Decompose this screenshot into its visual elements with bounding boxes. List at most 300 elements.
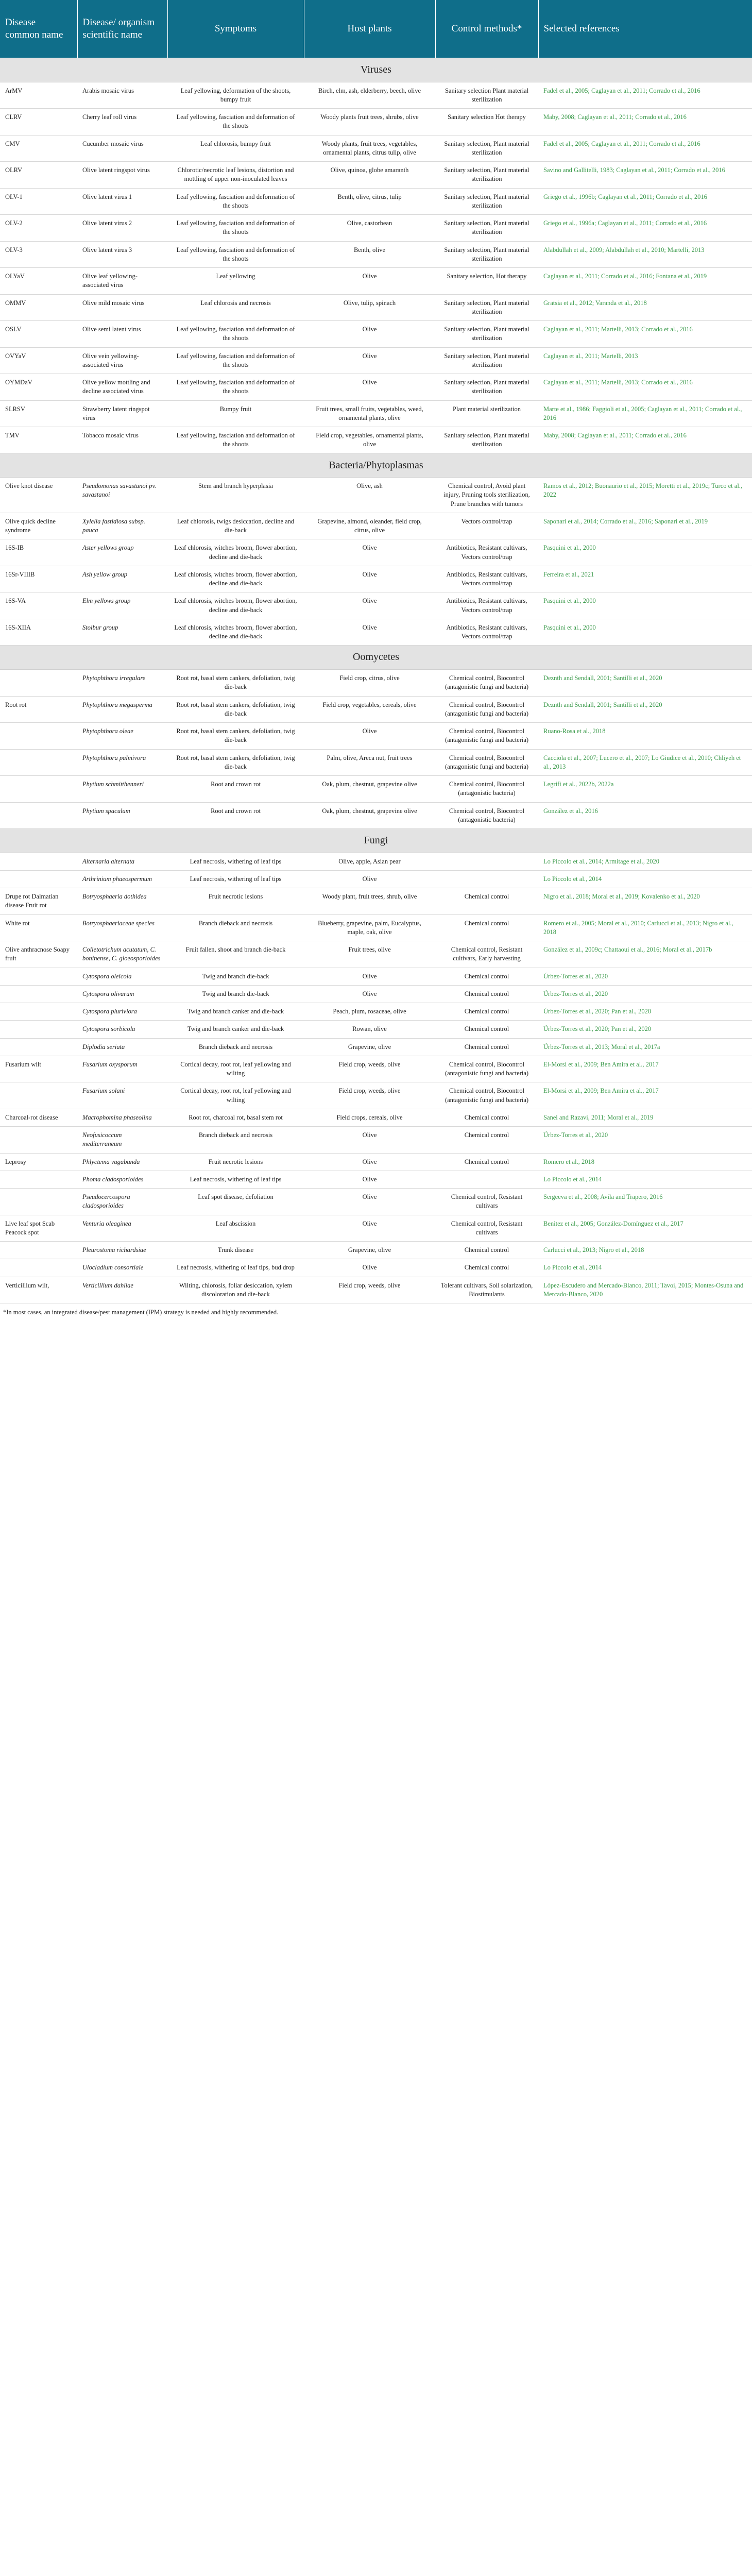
- table-row: [0, 985, 752, 1003]
- table-row: [0, 870, 752, 888]
- cell-host-plants: Oak, plum, chestnut, grapevine olive: [304, 776, 435, 803]
- cell-control-methods: Chemical control, Resistant cultivars, Early harvesting: [435, 941, 538, 968]
- table-row: [0, 619, 752, 646]
- cell-common-name: [0, 1189, 77, 1215]
- cell-host-plants: Oak, plum, chestnut, grapevine olive: [304, 802, 435, 829]
- table-row: [0, 1127, 752, 1154]
- table-body: [0, 58, 752, 1303]
- cell-symptoms: Leaf yellowing, fasciation and deformation of the shoots: [167, 347, 304, 374]
- cell-references[interactable]: Úrbez-Torres et al., 2020: [538, 968, 752, 985]
- cell-host-plants: Olive, quinoa, globe amaranth: [304, 162, 435, 189]
- cell-references[interactable]: Pasquini et al., 2000: [538, 539, 752, 566]
- cell-host-plants: Olive: [304, 1259, 435, 1277]
- cell-common-name: OLYaV: [0, 268, 77, 295]
- cell-common-name: ArMV: [0, 82, 77, 109]
- cell-control-methods: Antibiotics, Resistant cultivars, Vectors control/trap: [435, 592, 538, 619]
- cell-host-plants: Olive: [304, 1189, 435, 1215]
- cell-host-plants: Field crop, weeds, olive: [304, 1277, 435, 1303]
- cell-scientific-name: Cytospora sorbicola: [77, 1021, 167, 1038]
- cell-references[interactable]: Ferreira et al., 2021: [538, 566, 752, 592]
- cell-scientific-name: Phytium schmitthenneri: [77, 776, 167, 803]
- cell-scientific-name: Cucumber mosaic virus: [77, 135, 167, 162]
- cell-host-plants: Woody plants fruit trees, shrubs, olive: [304, 109, 435, 135]
- cell-control-methods: Chemical control: [435, 888, 538, 915]
- table-row: [0, 1215, 752, 1242]
- cell-symptoms: Root rot, basal stem cankers, defoliation, twig die-back: [167, 749, 304, 776]
- cell-host-plants: Olive: [304, 723, 435, 750]
- cell-common-name: [0, 968, 77, 985]
- cell-host-plants: Olive: [304, 1215, 435, 1242]
- cell-common-name: [0, 985, 77, 1003]
- table-row: [0, 539, 752, 566]
- cell-common-name: 16Sr-VIIIB: [0, 566, 77, 592]
- cell-symptoms: Twig and branch canker and die-back: [167, 1003, 304, 1021]
- cell-symptoms: Bumpy fruit: [167, 400, 304, 427]
- cell-symptoms: Leaf chlorosis, bumpy fruit: [167, 135, 304, 162]
- cell-control-methods: Sanitary selection Plant material sterilization: [435, 82, 538, 109]
- cell-symptoms: Leaf chlorosis and necrosis: [167, 294, 304, 321]
- cell-symptoms: Root and crown rot: [167, 802, 304, 829]
- cell-scientific-name: Venturia oleaginea: [77, 1215, 167, 1242]
- cell-scientific-name: Olive vein yellowing-associated virus: [77, 347, 167, 374]
- cell-control-methods: Chemical control: [435, 1021, 538, 1038]
- cell-control-methods: Chemical control, Resistant cultivars: [435, 1189, 538, 1215]
- cell-host-plants: Olive: [304, 968, 435, 985]
- cell-scientific-name: Phytophthora irregulare: [77, 670, 167, 697]
- cell-references[interactable]: El-Morsi et al., 2009; Ben Amira et al., 2017: [538, 1056, 752, 1082]
- cell-host-plants: Olive, castorbean: [304, 215, 435, 242]
- cell-symptoms: Leaf yellowing, fasciation and deformation of the shoots: [167, 109, 304, 135]
- cell-control-methods: Sanitary selection, Plant material sterilization: [435, 374, 538, 401]
- cell-common-name: OSLV: [0, 321, 77, 348]
- cell-host-plants: Benth, olive: [304, 241, 435, 268]
- cell-scientific-name: Ash yellow group: [77, 566, 167, 592]
- table-row: [0, 374, 752, 401]
- cell-scientific-name: Neofusicoccum mediterraneum: [77, 1127, 167, 1154]
- cell-symptoms: Root rot, charcoal rot, basal stem rot: [167, 1109, 304, 1126]
- cell-common-name: [0, 1171, 77, 1188]
- cell-host-plants: Olive, apple, Asian pear: [304, 853, 435, 870]
- cell-common-name: 16S-IB: [0, 539, 77, 566]
- cell-references[interactable]: Romero et al., 2005; Moral et al., 2010; Carlucci et al., 2013; Nigro et al., 2018: [538, 914, 752, 941]
- cell-symptoms: Cortical decay, root rot, leaf yellowing and wilting: [167, 1056, 304, 1082]
- cell-host-plants: Grapevine, olive: [304, 1242, 435, 1259]
- cell-host-plants: Olive: [304, 592, 435, 619]
- cell-scientific-name: Phytophthora palmivora: [77, 749, 167, 776]
- cell-scientific-name: Alternaria alternata: [77, 853, 167, 870]
- cell-symptoms: Leaf chlorosis, witches broom, flower abortion, decline and die-back: [167, 592, 304, 619]
- cell-host-plants: Olive: [304, 1171, 435, 1188]
- cell-common-name: [0, 776, 77, 803]
- cell-control-methods: Chemical control: [435, 1038, 538, 1056]
- cell-references[interactable]: Deznth and Sendall, 2001; Santilli et al., 2020: [538, 696, 752, 723]
- table-row: [0, 400, 752, 427]
- cell-common-name: OLRV: [0, 162, 77, 189]
- cell-control-methods: Chemical control: [435, 1259, 538, 1277]
- cell-references[interactable]: Gratsia et al., 2012; Varanda et al., 2018: [538, 294, 752, 321]
- table-row: [0, 82, 752, 109]
- cell-common-name: [0, 1003, 77, 1021]
- cell-common-name: Drupe rot Dalmatian disease Fruit rot: [0, 888, 77, 915]
- cell-symptoms: Root rot, basal stem cankers, defoliation, twig die-back: [167, 696, 304, 723]
- cell-host-plants: Blueberry, grapevine, palm, Eucalyptus, maple, oak, olive: [304, 914, 435, 941]
- cell-control-methods: Chemical control, Biocontrol (antagonistic fungi and bacteria): [435, 696, 538, 723]
- cell-references[interactable]: Pasquini et al., 2000: [538, 592, 752, 619]
- cell-host-plants: Field crop, citrus, olive: [304, 670, 435, 697]
- cell-scientific-name: Diplodia seriata: [77, 1038, 167, 1056]
- cell-symptoms: Leaf yellowing: [167, 268, 304, 295]
- cell-control-methods: Chemical control, Biocontrol (antagonistic bacteria): [435, 802, 538, 829]
- table-row: [0, 1242, 752, 1259]
- cell-references[interactable]: Maby, 2008; Caglayan et al., 2011; Corrado et al., 2016: [538, 109, 752, 135]
- cell-control-methods: Sanitary selection Hot therapy: [435, 109, 538, 135]
- cell-references[interactable]: Lo Piccolo et al., 2014: [538, 870, 752, 888]
- cell-symptoms: Leaf yellowing, fasciation and deformation of the shoots: [167, 427, 304, 454]
- cell-control-methods: Chemical control, Biocontrol (antagonistic fungi and bacteria): [435, 1082, 538, 1109]
- cell-common-name: [0, 853, 77, 870]
- cell-control-methods: Sanitary selection, Plant material sterilization: [435, 135, 538, 162]
- section-title: Bacteria/Phytoplasmas: [0, 453, 752, 478]
- cell-references[interactable]: Pasquini et al., 2000: [538, 619, 752, 646]
- cell-host-plants: Field crop, vegetables, ornamental plants, olive: [304, 427, 435, 454]
- cell-scientific-name: Stolbur group: [77, 619, 167, 646]
- cell-scientific-name: Pleurostoma richardsiae: [77, 1242, 167, 1259]
- cell-references[interactable]: Sanei and Razavi, 2011; Moral et al., 2019: [538, 1109, 752, 1126]
- section-title: Viruses: [0, 58, 752, 82]
- cell-host-plants: Grapevine, almond, oleander, field crop, citrus, olive: [304, 513, 435, 539]
- table-footnote: *In most cases, an integrated disease/pest management (IPM) strategy is needed and highly recommended.: [3, 1309, 279, 1316]
- cell-symptoms: Branch dieback and necrosis: [167, 1038, 304, 1056]
- cell-host-plants: Benth, olive, citrus, tulip: [304, 188, 435, 215]
- cell-symptoms: Stem and branch hyperplasia: [167, 478, 304, 513]
- cell-symptoms: Twig and branch die-back: [167, 985, 304, 1003]
- cell-references[interactable]: Saponari et al., 2014; Corrado et al., 2016; Saponari et al., 2019: [538, 513, 752, 539]
- cell-control-methods: Chemical control: [435, 968, 538, 985]
- cell-references[interactable]: Úrbez-Torres et al., 2013; Moral et al., 2017a: [538, 1038, 752, 1056]
- cell-references[interactable]: Lo Piccolo et al., 2014: [538, 1171, 752, 1188]
- cell-scientific-name: Arthrinium phaeospermum: [77, 870, 167, 888]
- cell-references[interactable]: Legrifi et al., 2022b, 2022a: [538, 776, 752, 803]
- cell-symptoms: Fruit necrotic lesions: [167, 1153, 304, 1171]
- cell-common-name: OMMV: [0, 294, 77, 321]
- table-row: [0, 347, 752, 374]
- cell-control-methods: Vectors control/trap: [435, 513, 538, 539]
- cell-scientific-name: Olive leaf yellowing-associated virus: [77, 268, 167, 295]
- cell-common-name: [0, 1021, 77, 1038]
- cell-common-name: TMV: [0, 427, 77, 454]
- cell-scientific-name: Cytospora oleicola: [77, 968, 167, 985]
- cell-scientific-name: Strawberry latent ringspot virus: [77, 400, 167, 427]
- cell-control-methods: [435, 853, 538, 870]
- cell-common-name: Live leaf spot Scab Peacock spot: [0, 1215, 77, 1242]
- cell-host-plants: Olive: [304, 268, 435, 295]
- cell-common-name: 16S-VA: [0, 592, 77, 619]
- cell-control-methods: Chemical control, Biocontrol (antagonistic fungi and bacteria): [435, 749, 538, 776]
- cell-scientific-name: Olive mild mosaic virus: [77, 294, 167, 321]
- table-row: [0, 1056, 752, 1082]
- cell-symptoms: Leaf necrosis, withering of leaf tips: [167, 870, 304, 888]
- table-row: [0, 188, 752, 215]
- cell-references[interactable]: Lo Piccolo et al., 2014: [538, 1259, 752, 1277]
- table-row: [0, 941, 752, 968]
- cell-references[interactable]: Caglayan et al., 2011; Martelli, 2013; Corrado et al., 2016: [538, 321, 752, 348]
- cell-scientific-name: Olive semi latent virus: [77, 321, 167, 348]
- cell-host-plants: Olive: [304, 321, 435, 348]
- cell-control-methods: Chemical control, Biocontrol (antagonistic fungi and bacteria): [435, 670, 538, 697]
- cell-references[interactable]: Lo Piccolo et al., 2014; Armitage et al., 2020: [538, 853, 752, 870]
- table-row: [0, 268, 752, 295]
- cell-control-methods: Chemical control: [435, 1003, 538, 1021]
- cell-common-name: Root rot: [0, 696, 77, 723]
- cell-host-plants: Rowan, olive: [304, 1021, 435, 1038]
- cell-scientific-name: Olive latent ringspot virus: [77, 162, 167, 189]
- table-row: [0, 1189, 752, 1215]
- cell-common-name: OLV-2: [0, 215, 77, 242]
- cell-control-methods: Chemical control: [435, 1109, 538, 1126]
- table-row: [0, 215, 752, 242]
- section-header-row: [0, 58, 752, 82]
- cell-symptoms: Branch dieback and necrosis: [167, 1127, 304, 1154]
- cell-control-methods: Antibiotics, Resistant cultivars, Vectors control/trap: [435, 619, 538, 646]
- cell-symptoms: Leaf yellowing, fasciation and deformation of the shoots: [167, 215, 304, 242]
- cell-scientific-name: Fusarium oxysporum: [77, 1056, 167, 1082]
- cell-references[interactable]: Ruano-Rosa et al., 2018: [538, 723, 752, 750]
- cell-scientific-name: Olive latent virus 3: [77, 241, 167, 268]
- cell-references[interactable]: Caglayan et al., 2011; Martelli, 2013; Corrado et al., 2016: [538, 374, 752, 401]
- cell-references[interactable]: González et al., 2009c; Chattaoui et al., 2016; Moral et al., 2017b: [538, 941, 752, 968]
- table-row: [0, 853, 752, 870]
- cell-host-plants: Olive: [304, 619, 435, 646]
- table-row: [0, 1082, 752, 1109]
- cell-control-methods: [435, 1171, 538, 1188]
- table-row: [0, 566, 752, 592]
- cell-common-name: CLRV: [0, 109, 77, 135]
- table-row: [0, 968, 752, 985]
- table-row: [0, 914, 752, 941]
- cell-scientific-name: Botryosphaeriaceae species: [77, 914, 167, 941]
- cell-symptoms: Leaf chlorosis, witches broom, flower abortion, decline and die-back: [167, 566, 304, 592]
- cell-scientific-name: Phlyctema vagabunda: [77, 1153, 167, 1171]
- cell-host-plants: Field crop, weeds, olive: [304, 1082, 435, 1109]
- table-row: [0, 109, 752, 135]
- section-title: Oomycetes: [0, 646, 752, 670]
- cell-control-methods: Sanitary selection, Plant material sterilization: [435, 162, 538, 189]
- cell-symptoms: Leaf yellowing, fasciation and deformation of the shoots: [167, 241, 304, 268]
- table-row: [0, 135, 752, 162]
- cell-common-name: Olive quick decline syndrome: [0, 513, 77, 539]
- cell-references[interactable]: Nigro et al., 2018; Moral et al., 2019; Kovalenko et al., 2020: [538, 888, 752, 915]
- cell-references[interactable]: El-Morsi et al., 2009; Ben Amira et al., 2017: [538, 1082, 752, 1109]
- cell-common-name: Olive anthracnose Soapy fruit: [0, 941, 77, 968]
- cell-references[interactable]: Griego et al., 1996b; Caglayan et al., 2011; Corrado et al., 2016: [538, 188, 752, 215]
- cell-common-name: Verticillium wilt,: [0, 1277, 77, 1303]
- cell-common-name: OLV-1: [0, 188, 77, 215]
- cell-references[interactable]: Deznth and Sendall, 2001; Santilli et al., 2020: [538, 670, 752, 697]
- cell-symptoms: Leaf necrosis, withering of leaf tips: [167, 853, 304, 870]
- table-row: [0, 1171, 752, 1188]
- table-row: [0, 478, 752, 513]
- table-row: [0, 888, 752, 915]
- cell-symptoms: Leaf yellowing, fasciation and deformation of the shoots: [167, 188, 304, 215]
- cell-control-methods: Chemical control: [435, 1242, 538, 1259]
- header-row: [0, 0, 752, 58]
- cell-common-name: Fusarium wilt: [0, 1056, 77, 1082]
- cell-references[interactable]: Sergeeva et al., 2008; Avila and Trapero, 2016: [538, 1189, 752, 1215]
- header-scientific-name: Disease/ organism scientific name: [77, 0, 167, 58]
- section-header-row: [0, 646, 752, 670]
- cell-references[interactable]: Úrbez-Torres et al., 2020; Pan et al., 2020: [538, 1003, 752, 1021]
- cell-references[interactable]: Úrbez-Torres et al., 2020: [538, 985, 752, 1003]
- cell-host-plants: Olive: [304, 985, 435, 1003]
- cell-scientific-name: Pseudomonas savastanoi pv. savastanoi: [77, 478, 167, 513]
- table-row: [0, 513, 752, 539]
- cell-symptoms: Leaf yellowing, fasciation and deformation of the shoots: [167, 374, 304, 401]
- cell-scientific-name: Cytospora pluriviora: [77, 1003, 167, 1021]
- cell-references[interactable]: Benitez et al., 2005; González-Domínguez et al., 2017: [538, 1215, 752, 1242]
- cell-symptoms: Chlorotic/necrotic leaf lesions, distortion and mottling of upper non-inoculated leaves: [167, 162, 304, 189]
- cell-references[interactable]: Ramos et al., 2012; Buonaurio et al., 2015; Moretti et al., 2019c; Turco et al., 2022: [538, 478, 752, 513]
- table-row: [0, 723, 752, 750]
- cell-references[interactable]: Alabdullah et al., 2009; Alabdullah et al., 2010; Martelli, 2013: [538, 241, 752, 268]
- cell-symptoms: Root and crown rot: [167, 776, 304, 803]
- cell-scientific-name: Phytophthora oleae: [77, 723, 167, 750]
- cell-common-name: [0, 1242, 77, 1259]
- cell-scientific-name: Olive yellow mottling and decline associated virus: [77, 374, 167, 401]
- cell-host-plants: Olive: [304, 1127, 435, 1154]
- cell-host-plants: Olive: [304, 539, 435, 566]
- cell-scientific-name: Arabis mosaic virus: [77, 82, 167, 109]
- cell-control-methods: Chemical control, Resistant cultivars: [435, 1215, 538, 1242]
- cell-control-methods: Chemical control: [435, 1153, 538, 1171]
- header-selected-references: Selected references: [538, 0, 752, 58]
- cell-control-methods: Chemical control, Avoid plant injury, Pruning tools sterilization, Prune branches with tumors: [435, 478, 538, 513]
- cell-host-plants: Olive: [304, 374, 435, 401]
- cell-control-methods: Chemical control: [435, 914, 538, 941]
- cell-control-methods: Tolerant cultivars, Soil solarization, Biostimulants: [435, 1277, 538, 1303]
- cell-scientific-name: Olive latent virus 1: [77, 188, 167, 215]
- cell-control-methods: Sanitary selection, Plant material sterilization: [435, 321, 538, 348]
- cell-control-methods: Chemical control: [435, 1127, 538, 1154]
- cell-references[interactable]: Fadel et al., 2005; Caglayan et al., 2011; Corrado et al., 2016: [538, 135, 752, 162]
- cell-control-methods: Sanitary selection, Plant material sterilization: [435, 347, 538, 374]
- table-row: [0, 1277, 752, 1303]
- table-row: [0, 1003, 752, 1021]
- cell-symptoms: Branch dieback and necrosis: [167, 914, 304, 941]
- cell-scientific-name: Pseudocercospora cladosporioides: [77, 1189, 167, 1215]
- cell-host-plants: Olive: [304, 566, 435, 592]
- header-control-methods: Control methods*: [435, 0, 538, 58]
- cell-symptoms: Root rot, basal stem cankers, defoliation, twig die-back: [167, 723, 304, 750]
- cell-references[interactable]: Maby, 2008; Caglayan et al., 2011; Corrado et al., 2016: [538, 427, 752, 454]
- cell-common-name: OVYaV: [0, 347, 77, 374]
- cell-symptoms: Leaf yellowing, fasciation and deformation of the shoots: [167, 321, 304, 348]
- cell-common-name: [0, 1038, 77, 1056]
- cell-scientific-name: Ulocladium consortiale: [77, 1259, 167, 1277]
- table-row: [0, 1109, 752, 1126]
- cell-symptoms: Root rot, basal stem cankers, defoliation, twig die-back: [167, 670, 304, 697]
- cell-common-name: Charcoal-rot disease: [0, 1109, 77, 1126]
- cell-references[interactable]: Marte et al., 1986; Faggioli et al., 2005; Caglayan et al., 2011; Corrado et al., 2016: [538, 400, 752, 427]
- cell-references[interactable]: López-Escudero and Mercado-Blanco, 2011; Tavoi, 2015; Montes-Osuna and Mercado-Blanco, 2020: [538, 1277, 752, 1303]
- cell-common-name: Olive knot disease: [0, 478, 77, 513]
- cell-host-plants: Olive: [304, 870, 435, 888]
- cell-common-name: [0, 870, 77, 888]
- cell-host-plants: Grapevine, olive: [304, 1038, 435, 1056]
- cell-scientific-name: Botryosphaeria dothidea: [77, 888, 167, 915]
- table-row: [0, 749, 752, 776]
- cell-common-name: [0, 1082, 77, 1109]
- cell-common-name: Leprosy: [0, 1153, 77, 1171]
- cell-references[interactable]: Romero et al., 2018: [538, 1153, 752, 1171]
- table-row: [0, 1021, 752, 1038]
- cell-host-plants: Woody plant, fruit trees, shrub, olive: [304, 888, 435, 915]
- cell-references[interactable]: Caglayan et al., 2011; Martelli, 2013: [538, 347, 752, 374]
- cell-host-plants: Olive: [304, 1153, 435, 1171]
- cell-control-methods: Plant material sterilization: [435, 400, 538, 427]
- cell-host-plants: Olive: [304, 347, 435, 374]
- cell-scientific-name: Olive latent virus 2: [77, 215, 167, 242]
- cell-references[interactable]: Savino and Gallitelli, 1983; Caglayan et al., 2011; Corrado et al., 2016: [538, 162, 752, 189]
- cell-control-methods: Antibiotics, Resistant cultivars, Vectors control/trap: [435, 566, 538, 592]
- cell-references[interactable]: Cacciola et al., 2007; Lucero et al., 2007; Lo Giudice et al., 2010; Chliyeh et al., 2013: [538, 749, 752, 776]
- cell-host-plants: Field crops, cereals, olive: [304, 1109, 435, 1126]
- table-row: [0, 1038, 752, 1056]
- cell-references[interactable]: González et al., 2016: [538, 802, 752, 829]
- cell-symptoms: Twig and branch die-back: [167, 968, 304, 985]
- cell-references[interactable]: Griego et al., 1996a; Caglayan et al., 2011; Corrado et al., 2016: [538, 215, 752, 242]
- table-row: [0, 427, 752, 454]
- cell-control-methods: Antibiotics, Resistant cultivars, Vectors control/trap: [435, 539, 538, 566]
- cell-common-name: [0, 749, 77, 776]
- cell-control-methods: Chemical control, Biocontrol (antagonistic fungi and bacteria): [435, 723, 538, 750]
- table-row: [0, 1259, 752, 1277]
- cell-common-name: 16S-XIIA: [0, 619, 77, 646]
- cell-common-name: [0, 1259, 77, 1277]
- cell-symptoms: Wilting, chlorosis, foliar desiccation, xylem discoloration and die-back: [167, 1277, 304, 1303]
- table-row: [0, 776, 752, 803]
- cell-common-name: [0, 1127, 77, 1154]
- table-header: [0, 0, 752, 58]
- section-header-row: [0, 453, 752, 478]
- cell-host-plants: Woody plants, fruit trees, vegetables, ornamental plants, citrus tulip, olive: [304, 135, 435, 162]
- cell-symptoms: Leaf spot disease, defoliation: [167, 1189, 304, 1215]
- cell-references[interactable]: Fadel et al., 2005; Caglayan et al., 2011; Corrado et al., 2016: [538, 82, 752, 109]
- cell-references[interactable]: Úrbez-Torres et al., 2020: [538, 1127, 752, 1154]
- cell-symptoms: Leaf necrosis, withering of leaf tips, bud drop: [167, 1259, 304, 1277]
- cell-references[interactable]: Úrbez-Torres et al., 2020; Pan et al., 2020: [538, 1021, 752, 1038]
- cell-symptoms: Leaf yellowing, deformation of the shoots, bumpy fruit: [167, 82, 304, 109]
- cell-host-plants: Olive, ash: [304, 478, 435, 513]
- cell-host-plants: Palm, olive, Areca nut, fruit trees: [304, 749, 435, 776]
- cell-control-methods: Sanitary selection, Plant material sterilization: [435, 188, 538, 215]
- cell-references[interactable]: Caglayan et al., 2011; Corrado et al., 2016; Fontana et al., 2019: [538, 268, 752, 295]
- cell-references[interactable]: Carlucci et al., 2013; Nigro et al., 2018: [538, 1242, 752, 1259]
- cell-host-plants: Fruit trees, olive: [304, 941, 435, 968]
- cell-symptoms: Leaf abscission: [167, 1215, 304, 1242]
- cell-common-name: White rot: [0, 914, 77, 941]
- cell-scientific-name: Aster yellows group: [77, 539, 167, 566]
- cell-symptoms: Trunk disease: [167, 1242, 304, 1259]
- cell-scientific-name: Phoma cladosporioides: [77, 1171, 167, 1188]
- cell-symptoms: Fruit necrotic lesions: [167, 888, 304, 915]
- cell-symptoms: Leaf chlorosis, witches broom, flower abortion, decline and die-back: [167, 619, 304, 646]
- cell-control-methods: [435, 870, 538, 888]
- cell-scientific-name: Xylella fastidiosa subsp. pauca: [77, 513, 167, 539]
- table-row: [0, 1153, 752, 1171]
- table-row: [0, 802, 752, 829]
- header-symptoms: Symptoms: [167, 0, 304, 58]
- section-header-row: [0, 829, 752, 853]
